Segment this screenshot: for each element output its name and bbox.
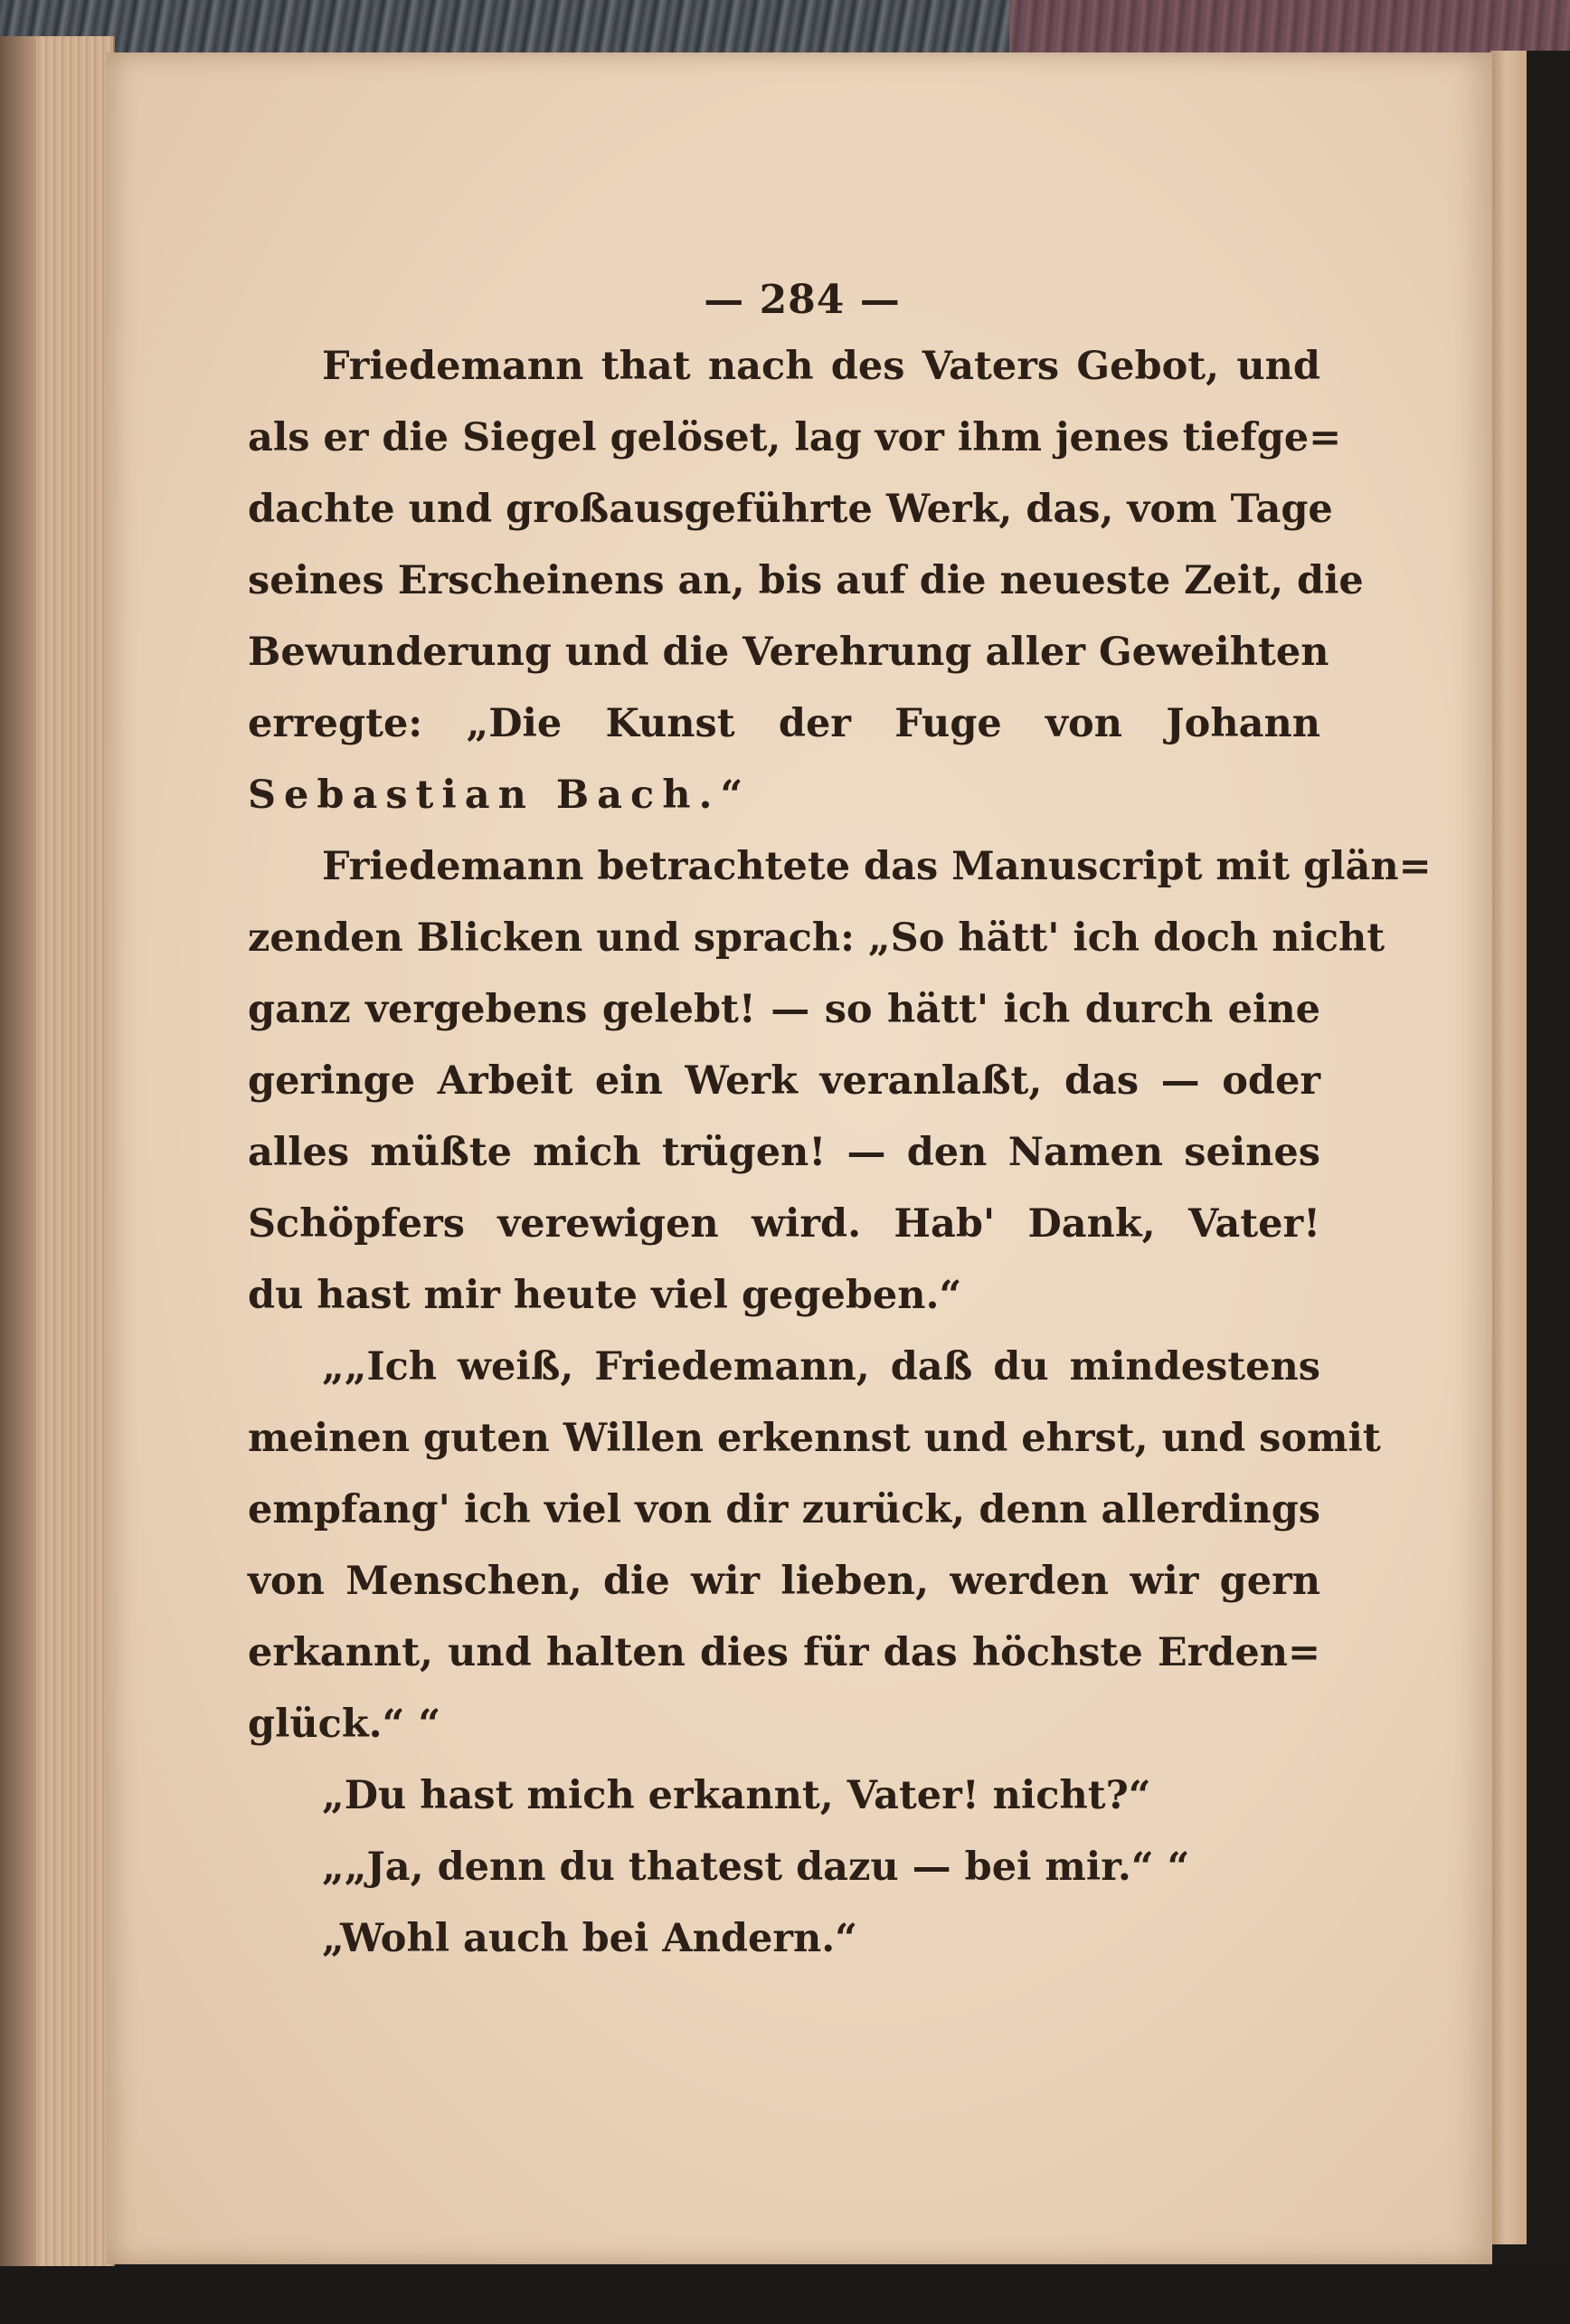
text-line: du hast mir heute viel gegeben.“	[248, 1273, 962, 1318]
scan-margin-right	[1527, 51, 1570, 2324]
dialogue-line: „Wohl auch bei Andern.“	[322, 1916, 857, 1961]
text-line: dachte und großausgeführte Werk, das, vom Tage	[248, 487, 1333, 532]
paragraph-1	[248, 331, 1364, 831]
text-line: „„Ich weiß, Friedemann, daß du mindestens	[322, 1344, 1320, 1390]
page-text	[248, 270, 1432, 1975]
text-line: seines Erscheinens an, bis auf die neueste Zeit, die	[248, 558, 1364, 603]
dialogue-line: „„Ja, denn du thatest dazu — bei mir.“ “	[322, 1845, 1190, 1890]
text-line: alles müßte mich trügen! — den Namen seines	[248, 1130, 1320, 1175]
page-number: — 284 —	[704, 277, 901, 323]
page-edge-right	[1490, 51, 1528, 2244]
text-line: Sebastian Bach.“	[248, 773, 752, 818]
text-line: geringe Arbeit ein Werk veranlaßt, das — oder	[248, 1058, 1320, 1104]
text-line: glück.“ “	[248, 1702, 441, 1747]
dialogue-line: „Du hast mich erkannt, Vater! nicht?“	[322, 1773, 1151, 1818]
spine-shadow	[0, 36, 36, 2271]
text-line: als er die Siegel gelöset, lag vor ihm jenes tiefge=	[248, 415, 1342, 460]
text-line: Bewunderung und die Verehrung aller Geweihten	[248, 630, 1329, 675]
text-line: Friedemann that nach des Vaters Gebot, und	[322, 344, 1320, 389]
text-line: meinen guten Willen erkennst und ehrst, und somit	[248, 1416, 1381, 1461]
text-line: Friedemann betrachtete das Manuscript mit glän=	[322, 844, 1432, 889]
text-line: zenden Blicken und sprach: „So hätt' ich doch nicht	[248, 915, 1386, 961]
text-line: erregte: „Die Kunst der Fuge von Johann	[248, 701, 1320, 746]
dialogue-block	[248, 1760, 1320, 1975]
text-line: ganz vergebens gelebt! — so hätt' ich durch eine	[248, 987, 1320, 1032]
text-line: empfang' ich viel von dir zurück, denn allerdings	[248, 1487, 1320, 1532]
paragraph-2	[248, 831, 1432, 1332]
text-line: erkannt, und halten dies für das höchste Erden=	[248, 1630, 1320, 1675]
paragraph-3	[248, 1332, 1381, 1760]
text-line: Schöpfers verewigen wird. Hab' Dank, Vater!	[248, 1201, 1320, 1247]
text-line: von Menschen, die wir lieben, werden wir gern	[248, 1559, 1320, 1604]
scan-margin-bottom	[0, 2266, 1570, 2324]
